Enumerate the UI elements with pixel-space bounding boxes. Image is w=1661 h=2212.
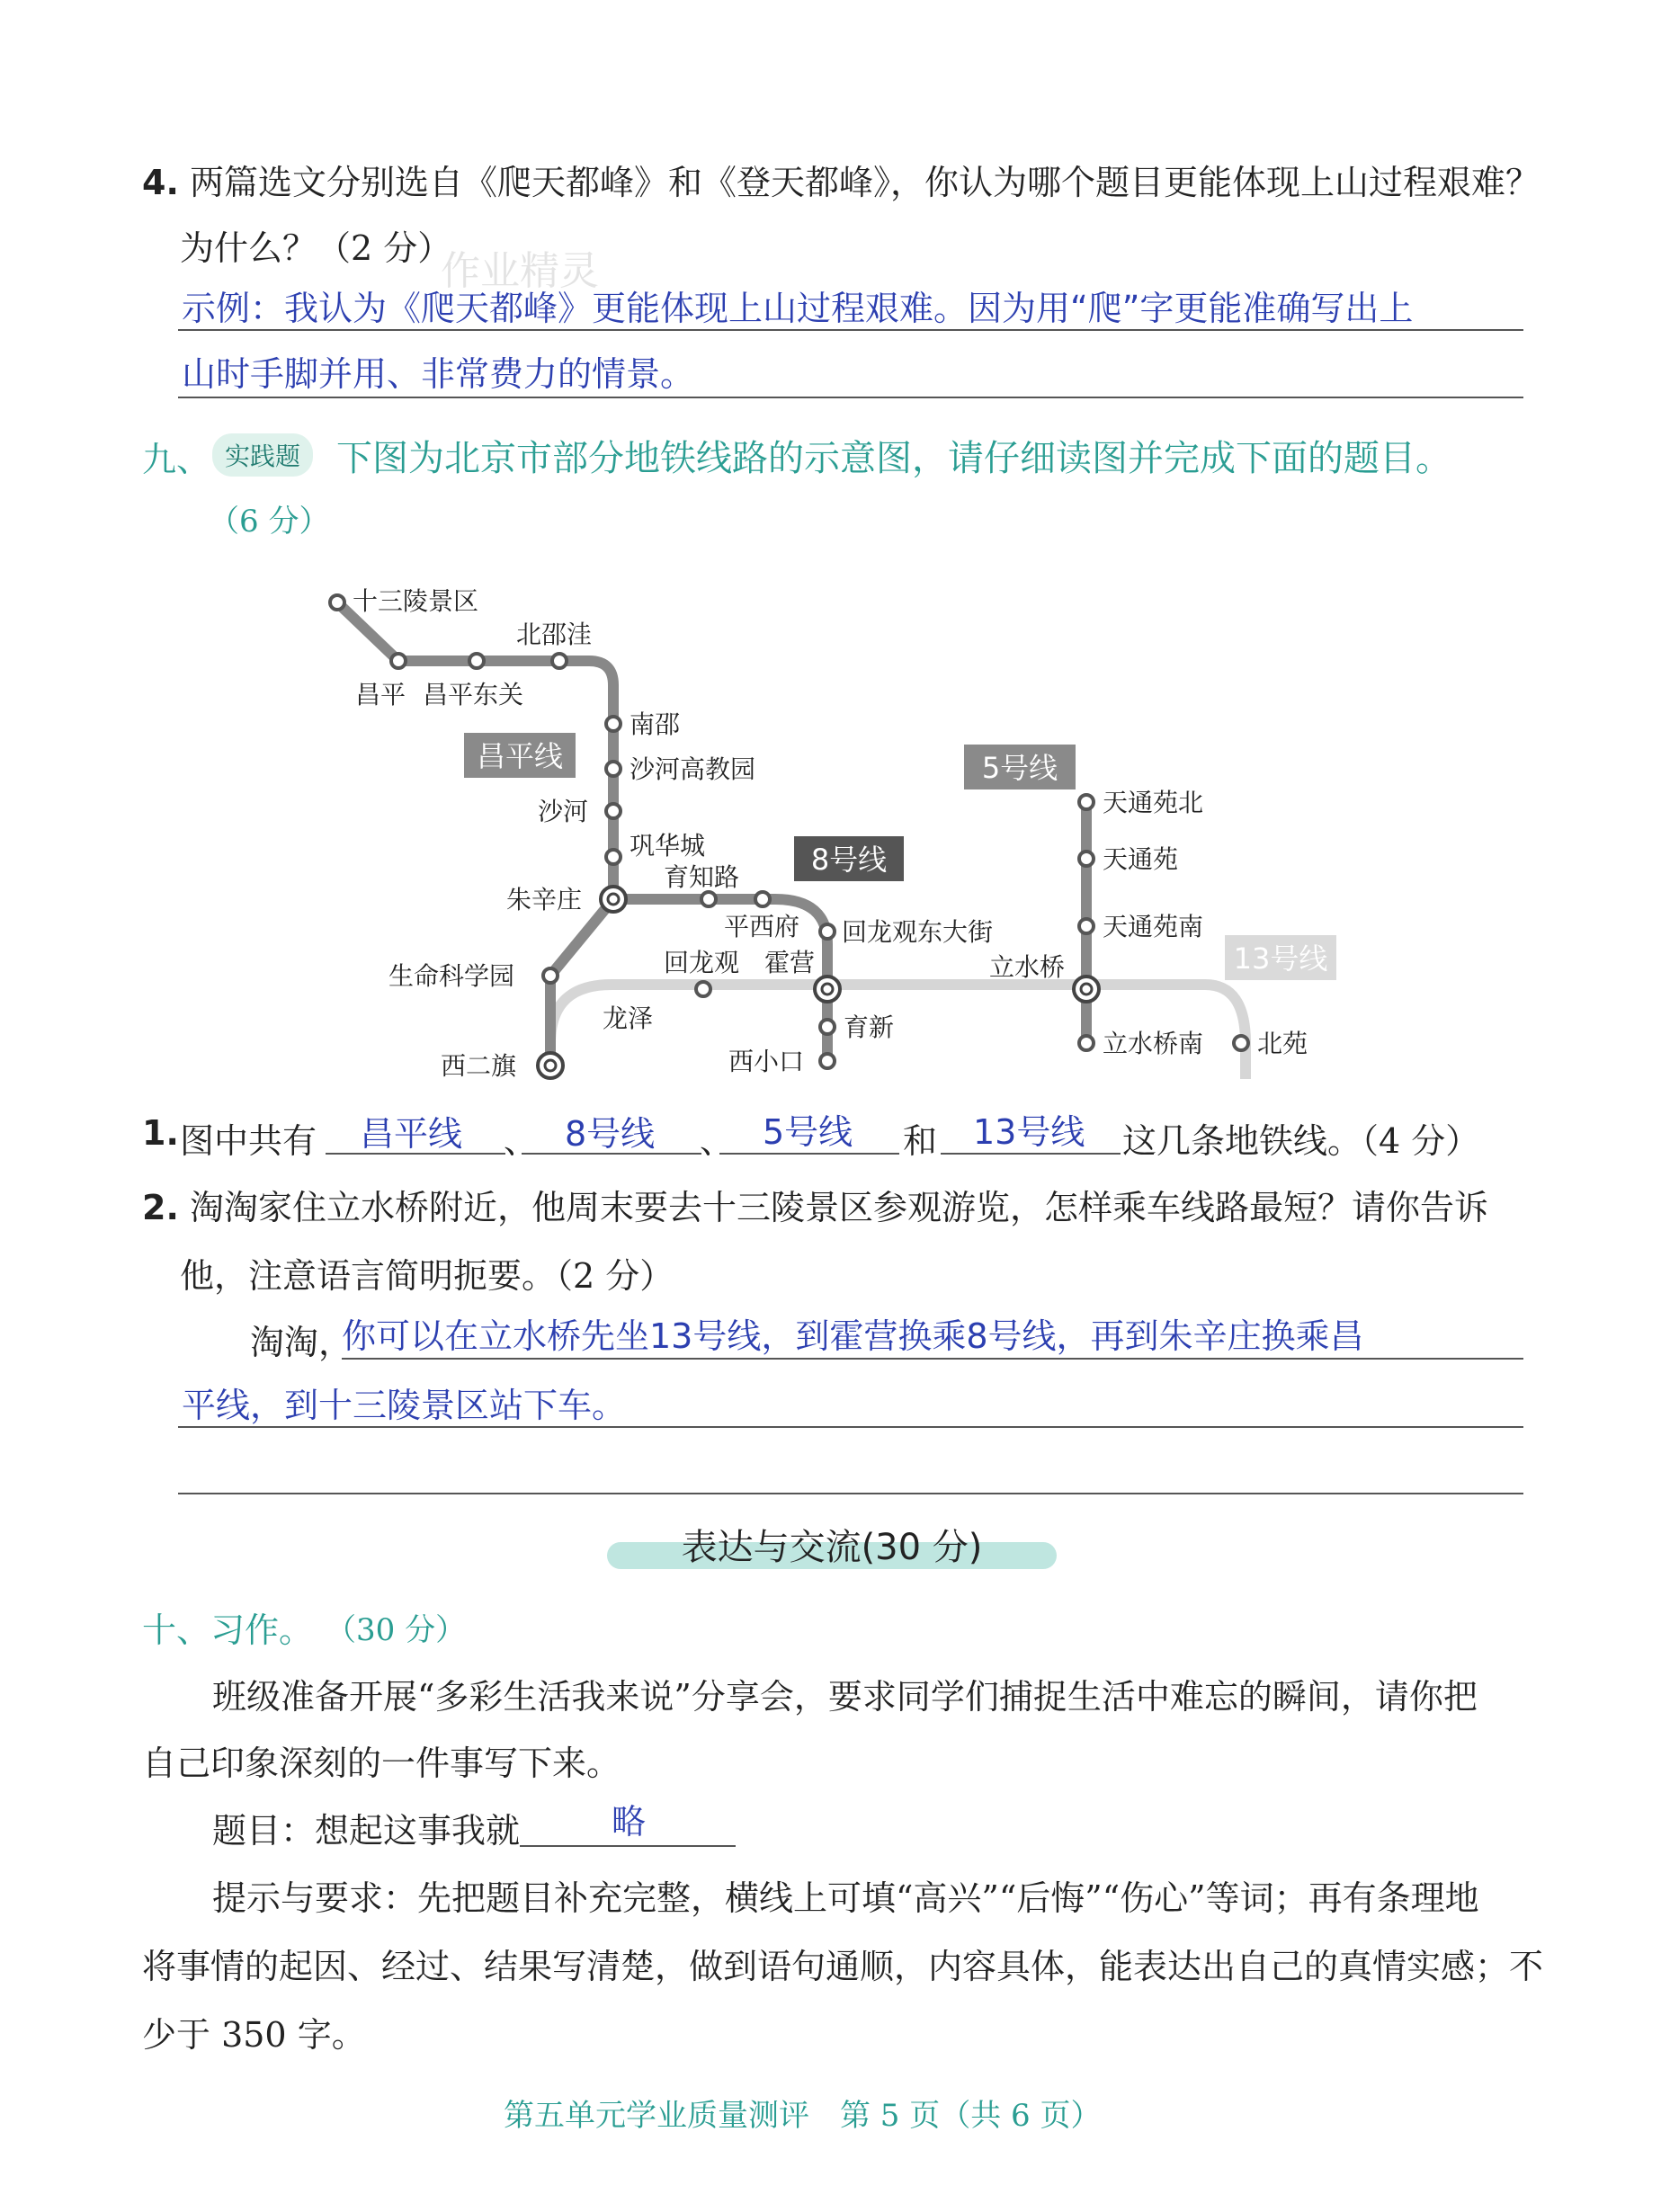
station-dot [606, 850, 621, 864]
station-yuzhilu: 育知路 [664, 862, 740, 892]
station-dot [696, 982, 710, 996]
station-huilongguandongdajie: 回龙观东大街 [842, 917, 994, 947]
interchange-huoying [815, 977, 840, 1002]
station-dot [1079, 919, 1094, 933]
section9-text: 下图为北京市部分地铁线路的示意图，请仔细读图并完成下面的题目。 [336, 438, 1451, 479]
station-tiantongyuanbei: 天通苑北 [1103, 788, 1204, 817]
q1-suffix: 这几条地铁线。（4 分） [1122, 1121, 1480, 1161]
q1-and: 和 [903, 1121, 938, 1161]
station-dot [1079, 1036, 1094, 1050]
hint-line1: 提示与要求：先把题目补充完整，横线上可填“高兴”“后悔”“伤心”等词；再有条理地 [212, 1878, 1479, 1918]
section9-label: 九、 [142, 440, 211, 479]
station-shahegaojiaoyuan: 沙河高教园 [630, 754, 756, 784]
station-tiantongyuannan: 天通苑南 [1103, 912, 1204, 941]
station-huoying: 霍营 [764, 948, 816, 977]
practice-tag: 实践题 [212, 433, 313, 477]
q2-line2: 他，注意语言简明扼要。（2 分） [180, 1256, 674, 1296]
station-dot [701, 892, 716, 906]
station-zhuxinzhuang: 朱辛庄 [506, 885, 583, 914]
station-huilongguan: 回龙观 [664, 948, 740, 977]
station-dot [820, 1020, 835, 1034]
q4-number: 4. [142, 163, 179, 202]
q4-answer-line1: 示例：我认为《爬天都峰》更能体现上山过程艰难。因为用“爬”字更能准确写出上 [182, 289, 1414, 328]
answer-rule [178, 1426, 1523, 1428]
page-footer: 第五单元学业质量测评 第 5 页（共 6 页） [504, 2098, 1102, 2134]
station-gonghuacheng: 巩华城 [630, 831, 706, 861]
station-dot [391, 654, 406, 668]
hint-line3: 少于 350 字。 [142, 2015, 366, 2055]
line13-label: 13号线 [1233, 941, 1328, 976]
station-xixiaokou: 西小口 [728, 1047, 805, 1076]
q1-answer-3: 5号线 [763, 1112, 853, 1152]
q2-number: 2. [142, 1188, 179, 1227]
station-changpingdongguan: 昌平东关 [423, 680, 524, 709]
station-shengmingkexueyuan: 生命科学园 [388, 961, 515, 991]
station-shahe: 沙河 [538, 797, 589, 826]
station-dot [820, 1054, 835, 1068]
station-dot [469, 654, 484, 668]
answer-rule [342, 1358, 1523, 1360]
station-pingxifu: 平西府 [724, 912, 800, 941]
q1-number: 1. [142, 1113, 179, 1153]
station-longze: 龙泽 [603, 1003, 654, 1033]
q4-line1: 4. 两篇选文分别选自《爬天都峰》和《登天都峰》，你认为哪个题目更能体现上山过程艰难？ [142, 163, 1540, 202]
station-dot [543, 968, 558, 983]
watermark: 作业精灵 [441, 248, 599, 294]
station-dot [330, 595, 344, 610]
q2-answer-line2: 平线，到十三陵景区站下车。 [182, 1386, 627, 1425]
station-dot [552, 654, 567, 668]
station-dot [606, 717, 621, 731]
topic-answer: 略 [612, 1802, 647, 1842]
s10-paragraph-line2: 自己印象深刻的一件事写下来。 [142, 1744, 621, 1783]
interchange-zhuxinzhuang [601, 887, 626, 912]
q4-line2: 为什么？（2 分） [180, 228, 452, 268]
station-dot [606, 762, 621, 776]
station-changping: 昌平 [355, 680, 406, 709]
hint-line2: 将事情的起因、经过、结果写清楚，做到语句通顺，内容具体，能表达出自己的真情实感；不 [142, 1947, 1544, 1986]
station-shisanling: 十三陵景区 [353, 586, 479, 616]
q1-answer-4: 13号线 [973, 1112, 1085, 1152]
interchange-lishuiqiao [1074, 977, 1099, 1002]
station-xierqi: 西二旗 [441, 1051, 517, 1081]
q4-answer-line2: 山时手脚并用、非常费力的情景。 [182, 354, 695, 394]
section10-label: 十、习作。 [142, 1610, 314, 1650]
station-dot [755, 892, 770, 906]
topic-prefix: 题目：想起这事我就 [212, 1811, 521, 1851]
q2-line1: 2. 淘淘家住立水桥附近，他周末要去十三陵景区参观游览，怎样乘车线路最短？请你告诉 [142, 1188, 1488, 1227]
q1-prefix: 图中共有 [180, 1121, 317, 1161]
station-lishuiqiaonan: 立水桥南 [1103, 1029, 1204, 1058]
q2-salutation: 淘淘， [250, 1323, 353, 1362]
station-beishaowa: 北邵洼 [516, 620, 593, 649]
topic-blank [520, 1845, 736, 1847]
section10-score: （30 分） [326, 1612, 467, 1648]
station-tiantongyuan: 天通苑 [1103, 844, 1179, 874]
q1-answer-1: 昌平线 [360, 1114, 463, 1154]
station-dot [820, 924, 835, 939]
q1-answer-2: 8号线 [565, 1114, 656, 1154]
q1-sep1: 、 [504, 1121, 539, 1161]
station-lishuiqiao: 立水桥 [989, 952, 1066, 982]
station-dot [1079, 795, 1094, 809]
station-beiyuan: 北苑 [1257, 1029, 1308, 1058]
interchange-xierqi [538, 1053, 563, 1078]
station-nanshao: 南邵 [630, 709, 681, 739]
station-dot [1234, 1036, 1248, 1050]
station-dot [606, 804, 621, 818]
changping-line-label: 昌平线 [476, 739, 564, 773]
station-yuxin: 育新 [844, 1012, 895, 1042]
section9-score: （6 分） [209, 504, 330, 540]
s10-paragraph-line1: 班级准备开展“多彩生活我来说”分享会，要求同学们捕捉生活中难忘的瞬间，请你把 [212, 1677, 1478, 1717]
answer-rule [178, 1493, 1523, 1494]
q2-answer-line1: 你可以在立水桥先坐13号线，到霍营换乘8号线，再到朱辛庄换乘昌 [342, 1316, 1364, 1356]
line5-label: 5号线 [981, 751, 1058, 785]
q1-sep2: 、 [700, 1121, 735, 1161]
line8-label: 8号线 [810, 843, 888, 877]
section-title: 表达与交流(30 分) [598, 1515, 1066, 1580]
station-dot [1079, 852, 1094, 866]
